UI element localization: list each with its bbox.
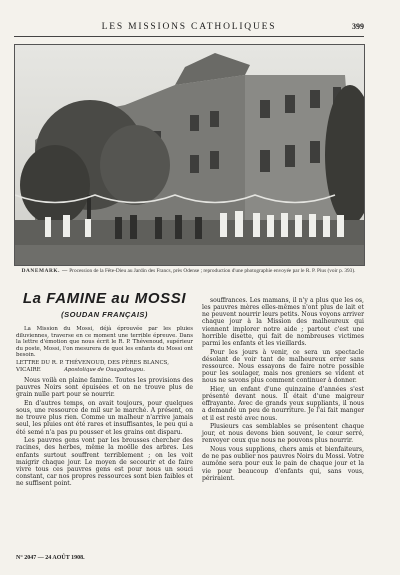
page-number: 399 bbox=[352, 22, 364, 31]
caption-text: Procession de la Fête-Dieu au Jardin des Francs, près Odense ; reproduction d'une photographie envoyée par le R. P. Pius (voir p. 393). bbox=[69, 268, 356, 274]
right-paragraph: Hier, un enfant d'une quinzaine d'années s'est présenté devant nous. Il était d'une maigreur effrayante. Avec de grands yeux suppliants, il nous a demandé un peu de nourriture. Je l'ai fait manger et il est resté avec nous. bbox=[202, 385, 364, 422]
right-paragraph: Pour les jours à venir, ce sera un spectacle désolant de voir tant de malheureux errer sans ressource. Nous essayons de faire notre possible pour les soulager, mais nos greniers se vident et nous ne savons plus comment continuer à donner. bbox=[202, 348, 364, 385]
left-paragraph: En d'autres temps, on avait toujours, pour quelques sous, une ressource de mil sur le marché. A présent, on ne trouve plus rien. Comme un malheur n'arrive jamais seul, les pluies ont été rares et insuffisantes, le peu qui a été semé n'a pas pu pousser et les grains ont disparu. bbox=[16, 399, 193, 436]
left-paragraph: Nous voilà en plaine famine. Toutes les provisions des pauvres Noirs sont épuisées et on ne trouve plus de grain nulle part pour se nourrir. bbox=[16, 377, 193, 399]
left-column bbox=[16, 377, 193, 489]
intro-paragraph: La Mission du Mossi, déjà éprouvée par les pluies diluviennes, traverse en ce moment une terrible épreuve. Dans la lettre d'émotion que nous écrit le R. P. Thévenoud, supérieur du poste, Mossi, l'on mesurera de quoi les enfants du Mossi ont besoin. bbox=[16, 326, 193, 359]
letter-header: LETTRE DU R. P. THÉVENOUD, DES PÈRES BLANCS, VICAIRE bbox=[16, 360, 169, 373]
left-paragraph: Les pauvres gens vont par les brousses chercher des racines, des herbes, même la moëlle des arbres. Les enfants surtout souffrent terriblement ; on les voit maigrir chaque jour. Le moyen de secourir et de faire vivre tous ces pauvres gens est pour nous un souci constant, car nos propres ressources sont bien faibles et ne suffisent point. bbox=[16, 437, 193, 488]
right-paragraph: Nous vous supplions, chers amis et bienfaiteurs, de ne pas oublier nos pauvres Noirs du Mossi. Votre aumône sera pour eux le pain de chaque jour et la vie pour beaucoup d'enfants qui, sans vous, périraient. bbox=[202, 446, 364, 482]
running-header bbox=[14, 22, 364, 37]
right-paragraph: souffrances. Les mamans, il n'y a plus que les os, les pauvres mères elles-mêmes n'ont plus de lait et ne peuvent nourrir leurs petits. Nous voyons arriver chaque jour à la Mission des malheureux qui viennent implorer notre aide ; partout c'est une horrible disette, qui fait de nombreuses victimes parmi les enfants et les vieillards. bbox=[202, 297, 364, 347]
photo-caption bbox=[14, 268, 363, 275]
procession-photo bbox=[14, 44, 365, 266]
caption-lead: DANEMARK. — bbox=[21, 268, 68, 274]
letter-subheader: Apostolique de Ouagadougou. bbox=[64, 367, 145, 373]
article-title: La FAMINE au MOSSI bbox=[22, 290, 187, 307]
right-paragraph: Plusieurs cas semblables se présentent chaque jour, et nous devons bien souvent, le cœur serré, renvoyer ceux que nous ne pouvons plus nourrir. bbox=[202, 423, 364, 445]
article-subtitle: (SOUDAN FRANÇAIS) bbox=[61, 310, 148, 319]
procession-photo-image bbox=[15, 45, 364, 265]
article-intro bbox=[16, 326, 193, 360]
right-column bbox=[202, 297, 364, 483]
journal-title: LES MISSIONS CATHOLIQUES bbox=[101, 22, 277, 32]
issue-footer: N° 2047 — 24 AOÛT 1908. bbox=[16, 555, 85, 561]
